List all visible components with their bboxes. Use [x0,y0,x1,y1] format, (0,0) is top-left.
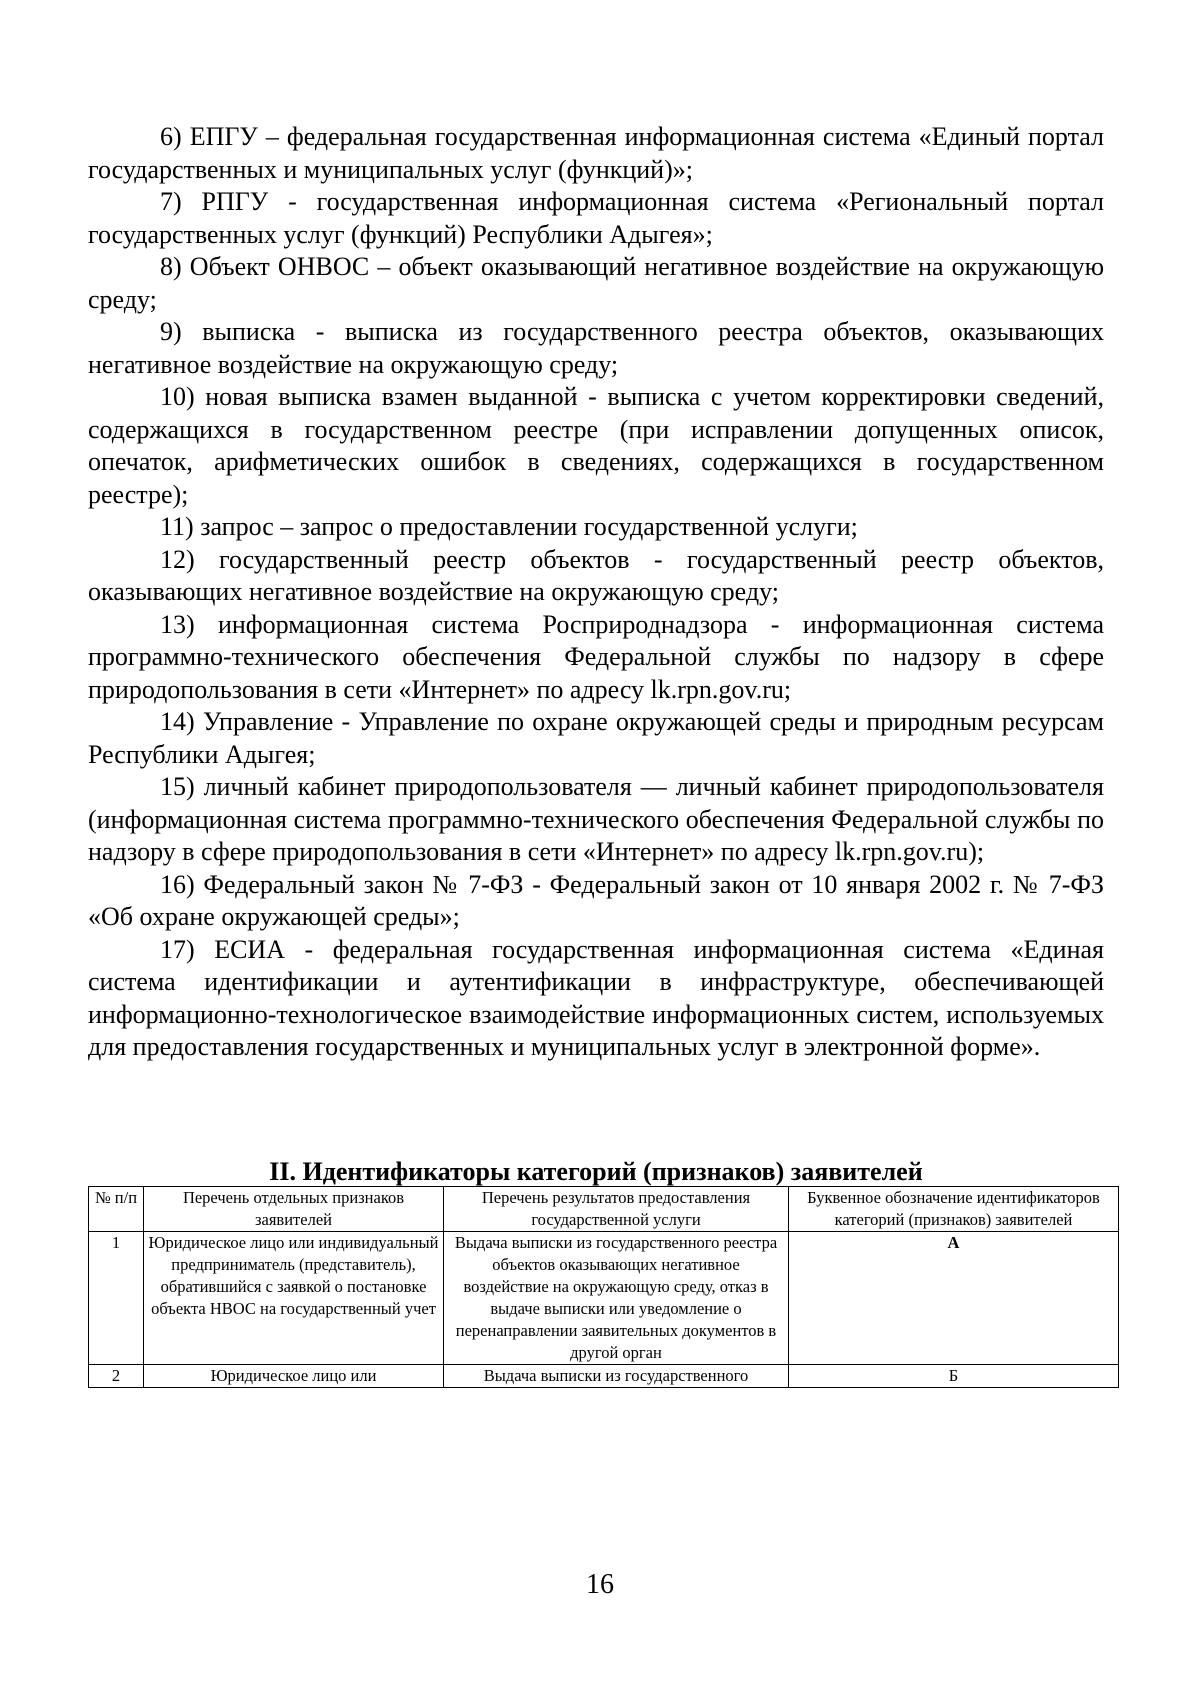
definition-item: 8) Объект ОНВОС – объект оказывающий негативное воздействие на окружающую среду; [88,252,1104,314]
applicant-features-cell: Юридическое лицо или [144,1365,444,1388]
table-row [89,1365,1119,1388]
definition-item: 14) Управление - Управление по охране окружающей среды и природным ресурсам Республики Адыгея; [88,707,1104,769]
applicant-categories-table [88,1186,1119,1388]
header-letter-code: Буквенное обозначение идентификаторов категорий (признаков) заявителей [789,1187,1119,1232]
table-header-row [89,1187,1119,1232]
header-number: № п/п [89,1187,144,1232]
letter-code-cell: Б [789,1365,1119,1388]
definition-item: 6) ЕПГУ – федеральная государственная информационная система «Единый портал государственных и муниципальных услуг (функций)»; [88,122,1104,184]
applicant-features-cell: Юридическое лицо или индивидуальный предприниматель (представитель), обратившийся с заявкой о постановке объекта НВОС на государственный учет [144,1232,444,1365]
definition-item: 11) запрос – запрос о предоставлении государственной услуги; [160,512,858,541]
definition-item: 10) новая выписка взамен выданной - выписка с учетом корректировки сведений, содержащихся в государственном реестре (при исправлении допущенных описок, опечаток, арифметических ошибок в сведениях, содержащихся в государственном реестре); [88,382,1104,509]
table-row [89,1232,1119,1365]
definition-item: 7) РПГУ - государственная информационная система «Региональный портал государственных услуг (функций) Республики Адыгея»; [88,187,1104,249]
definition-item: 16) Федеральный закон № 7-ФЗ - Федеральный закон от 10 января 2002 г. № 7-ФЗ «Об охране окружающей среды»; [88,869,1104,931]
page-number: 16 [586,1569,614,1600]
row-number: 2 [89,1365,144,1388]
definition-item: 12) государственный реестр объектов - государственный реестр объектов, оказывающих негативное воздействие на окружающую среду; [88,544,1104,606]
row-number: 1 [89,1232,144,1365]
header-service-results: Перечень результатов предоставления государственной услуги [444,1187,789,1232]
definition-item: 9) выписка - выписка из государственного реестра объектов, оказывающих негативное воздействие на окружающую среду; [88,317,1104,379]
section-heading: II. Идентификаторы категорий (признаков) заявителей [269,1157,923,1186]
service-results-cell: Выдача выписки из государственного [444,1365,789,1388]
definition-item: 17) ЕСИА - федеральная государственная информационная система «Единая система идентификации и аутентификации в инфраструктуре, обеспечивающей информационно-технологическое взаимодействие информационных систем, используемых для предоставления государственных и муниципальных услуг в электронной форме». [88,934,1104,1061]
service-results-cell: Выдача выписки из государственного реестра объектов оказывающих негативное воздействие на окружающую среду, отказ в выдаче выписки или уведомление о перенаправлении заявительных документов в другой орган [444,1232,789,1365]
letter-code-cell: А [789,1232,1119,1365]
header-applicant-features: Перечень отдельных признаков заявителей [144,1187,444,1232]
definition-item: 13) информационная система Росприроднадзора - информационная система программно-технического обеспечения Федеральной службы по надзору в сфере природопользования в сети «Интернет» по адресу lk.rpn.gov.ru; [88,609,1104,704]
definitions-list [88,121,1104,1064]
definition-item: 15) личный кабинет природопользователя — личный кабинет природопользователя (информационная система программно-технического обеспечения Федеральной службы по надзору в сфере природопользования в сети «Интернет» по адресу lk.rpn.gov.ru); [88,772,1104,866]
